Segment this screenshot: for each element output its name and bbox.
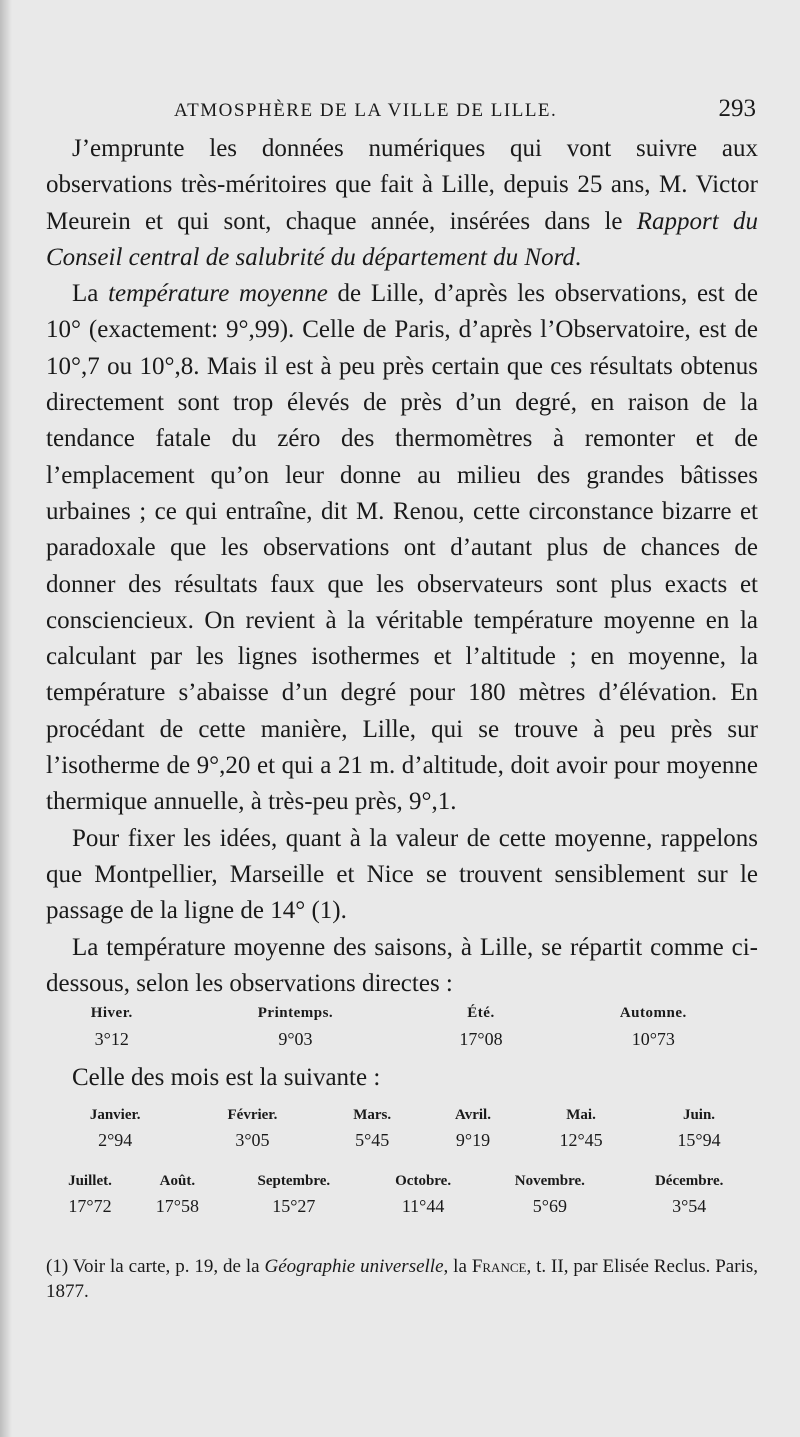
paragraph-4: La température moyenne des saisons, à Lille, se répartit comme ci-dessous, selon les observations directes : — [46, 933, 758, 997]
month-label: Avril. — [455, 1106, 491, 1123]
month-value: 5°69 — [532, 1196, 567, 1217]
month-label: Janvier. — [89, 1106, 141, 1123]
month-value: 2°94 — [98, 1130, 133, 1151]
month-label: Août. — [159, 1172, 196, 1189]
footnote-text: , la — [443, 1256, 472, 1278]
footnote-smallcaps: France — [471, 1256, 527, 1278]
month-value: 3°54 — [672, 1196, 707, 1217]
seasons-header-row — [46, 1002, 758, 1024]
season-value: 10°73 — [631, 1028, 675, 1049]
month-label: Novembre. — [514, 1172, 585, 1189]
footnote-text: , t. II, par Elisée Reclus. Paris, 1877. — [46, 1256, 758, 1303]
seasons-table — [46, 1002, 758, 1054]
month-value: 17°58 — [155, 1196, 199, 1217]
season-value: 3°12 — [94, 1028, 129, 1049]
body-text — [46, 131, 758, 1002]
paragraph-1-text: J’emprunte les données numériques qui vont suivre aux observations très-méritoires que fait à Lille, depuis 25 ans, M. Victor Meurein et qui sont, chaque année, insérées dans le — [46, 135, 758, 235]
footnote — [46, 1254, 758, 1304]
months-values-row — [46, 1192, 758, 1236]
season-value: 17°08 — [459, 1028, 503, 1049]
running-title: ATMOSPHÈRE DE LA VILLE DE LILLE. — [174, 100, 558, 121]
month-value: 15°27 — [272, 1196, 316, 1217]
month-value: 5°45 — [355, 1130, 390, 1151]
page-number: 293 — [718, 95, 756, 122]
seasons-values-row — [46, 1024, 758, 1054]
season-label: Printemps. — [257, 1004, 334, 1021]
footnote-text: (1) Voir la carte, p. 19, de la — [46, 1256, 265, 1278]
month-label: Février. — [227, 1106, 278, 1123]
paragraph-1 — [46, 131, 758, 276]
page-edge-shadow — [0, 0, 12, 1437]
paragraph-3: Pour fixer les idées, quant à la valeur de cette moyenne, rappelons que Montpellier, Marseille et Nice se trouvent sensiblement sur le passage de la ligne de 14° (1). — [46, 824, 758, 925]
paragraph-2-text: de Lille, d’après les observations, est de 10° (exactement: 9°,99). Celle de Paris, d’après l’Observatoire, est de 10°,7 ou 10°,8. Mais il est à peu près certain que ces résultats obtenus directement sont trop élevés de près d’un degré, en raison de la tendance fatale du zéro des thermomètres à remonter et de l’emplacement qu’on leur donne au milieu des grandes bâtisses urbaines ; ce qui entraîne, dit M. Renou, cette circonstance bizarre et paradoxale que les observations ont d’autant plus de chances de donner des résultats faux que les observateurs sont plus exacts et consciencieux. On revient à la véritable température moyenne en la calculant par les lignes isothermes et l’altitude ; en moyenne, la température s’abaisse d’un degré pour 180 mètres d’élévation. En procédant de cette manière, Lille, qui se trouve à peu près sur l’isotherme de 9°,20 et qui a 21 m. d’altitude, doit avoir pour moyenne thermique annuelle, à très-peu près, 9°,1. — [46, 280, 759, 816]
month-label: Septembre. — [257, 1172, 331, 1189]
report-title-italic: Rapport du Conseil central de salubrité du département du Nord — [46, 207, 758, 271]
paragraph-1-end: . — [574, 243, 582, 271]
months-table-2 — [46, 1170, 758, 1236]
month-label: Juin. — [682, 1106, 716, 1123]
paragraph-2 — [46, 276, 758, 820]
month-value: 15°94 — [677, 1130, 721, 1151]
page-header — [46, 95, 758, 131]
month-label: Mars. — [353, 1106, 392, 1123]
book-page — [46, 95, 758, 1304]
month-value: 11°44 — [401, 1196, 445, 1217]
months-intro: Celle des mois est la suivante : — [72, 1064, 381, 1092]
months-table-1 — [46, 1104, 758, 1170]
month-label: Octobre. — [395, 1172, 452, 1189]
month-value: 12°45 — [559, 1130, 603, 1151]
month-value: 3°05 — [235, 1130, 270, 1151]
temperature-term-italic: température moyenne — [108, 280, 328, 308]
month-value: 9°19 — [455, 1130, 491, 1151]
season-value: 9°03 — [278, 1028, 313, 1049]
season-label: Été. — [467, 1004, 495, 1021]
season-label: Automne. — [619, 1004, 687, 1021]
footnote-italic-title: Géographie universelle — [264, 1256, 444, 1278]
months-values-row — [46, 1126, 758, 1170]
paragraph-2-start: La — [72, 280, 109, 308]
month-label: Mai. — [566, 1106, 596, 1123]
month-label: Décembre. — [654, 1172, 724, 1189]
month-label: Juillet. — [68, 1172, 112, 1189]
months-header-row — [46, 1104, 758, 1126]
months-header-row — [46, 1170, 758, 1192]
season-label: Hiver. — [90, 1004, 133, 1021]
month-value: 17°72 — [68, 1196, 112, 1217]
